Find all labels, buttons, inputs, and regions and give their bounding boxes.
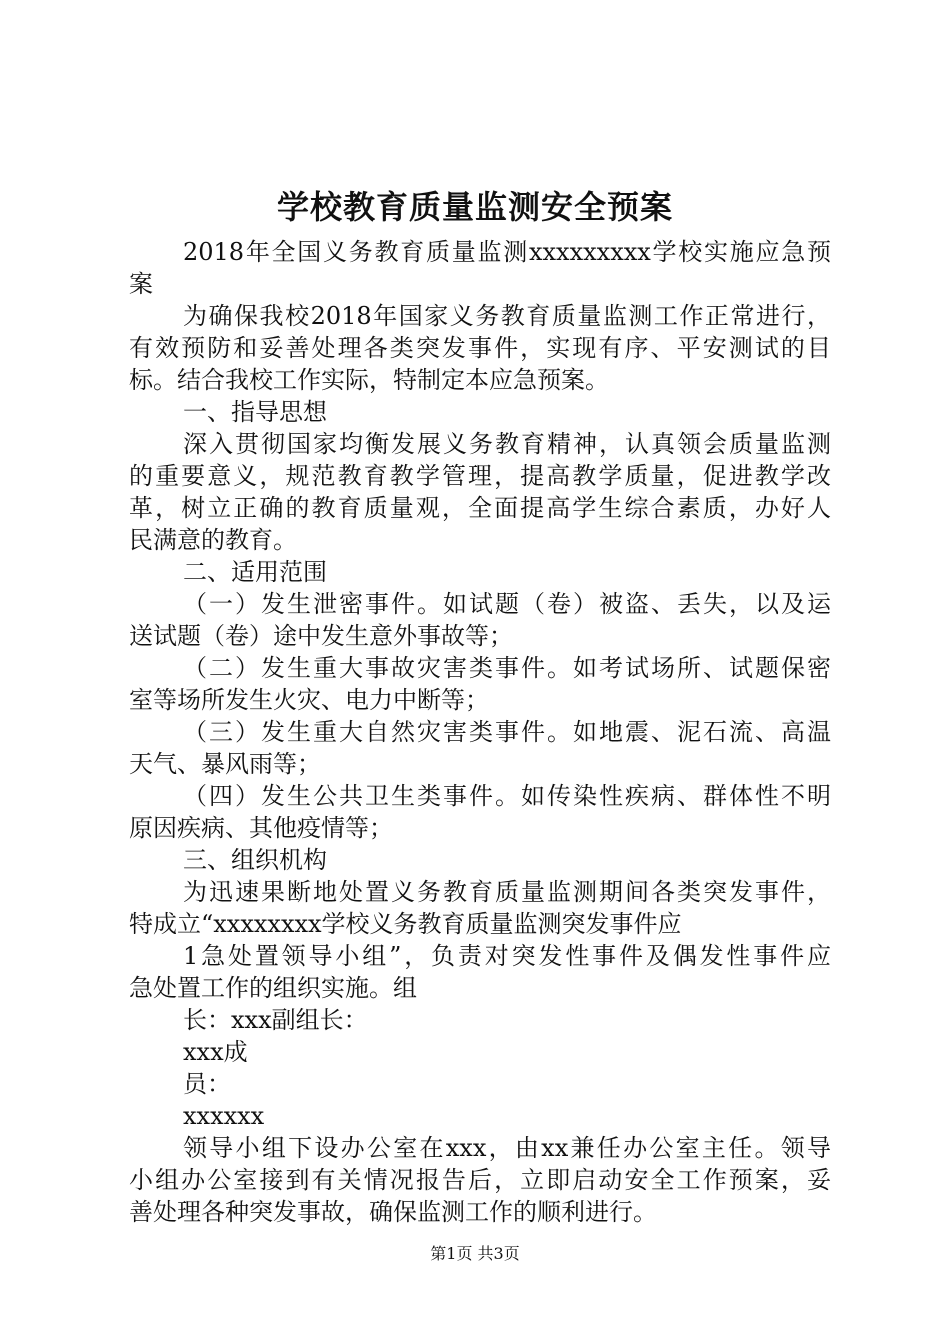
text-line: 二、适用范围 (183, 558, 327, 586)
text-line: 送试题（卷）途中发生意外事故等； (129, 622, 513, 650)
text-line: （一）发生泄密事件。如试题（卷）被盗、丢失，以及运 (183, 590, 831, 618)
text-line: 深入贯彻国家均衡发展义务教育精神，认真领会质量监测 (183, 430, 831, 458)
text-line: 有效预防和妥善处理各类突发事件，实现有序、平安测试的目 (129, 334, 831, 362)
text-line: 天气、暴风雨等； (129, 750, 321, 778)
text-line: 1急处置领导小组”，负责对突发性事件及偶发性事件应 (183, 942, 831, 970)
text-line: 员： (183, 1070, 231, 1098)
text-line: 三、组织机构 (183, 846, 327, 874)
text-line: 急处置工作的组织实施。组 (129, 974, 417, 1002)
text-line: xxxxxx (183, 1102, 265, 1130)
text-line: 标。结合我校工作实际，特制定本应急预案。 (129, 366, 609, 394)
text-line: xxx成 (183, 1038, 248, 1066)
text-line: 的重要意义，规范教育教学管理，提高教学质量，促进教学改 (129, 462, 831, 490)
text-line: （三）发生重大自然灾害类事件。如地震、泥石流、高温 (183, 718, 831, 746)
text-line: 室等场所发生火灾、电力中断等； (129, 686, 489, 714)
text-line: 一、指导思想 (183, 398, 327, 426)
page-footer: 第1页 共3页 (430, 1244, 520, 1263)
text-line: 民满意的教育。 (129, 526, 297, 554)
text-line: 小组办公室接到有关情况报告后，立即启动安全工作预案，妥 (129, 1166, 831, 1194)
text-line: 案 (129, 270, 153, 298)
text-line: 革，树立正确的教育质量观，全面提高学生综合素质，办好人 (129, 494, 831, 522)
text-line: 原因疾病、其他疫情等； (129, 814, 393, 842)
text-line: （二）发生重大事故灾害类事件。如考试场所、试题保密 (183, 654, 831, 682)
text-line: 长：xxx副组长： (183, 1006, 368, 1034)
text-line: （四）发生公共卫生类事件。如传染性疾病、群体性不明 (183, 782, 831, 810)
text-line: 领导小组下设办公室在xxx，由xx兼任办公室主任。领导 (183, 1134, 831, 1162)
text-line: 特成立“xxxxxxxx学校义务教育质量监测突发事件应 (129, 910, 682, 938)
text-line: 为迅速果断地处置义务教育质量监测期间各类突发事件， (183, 878, 831, 906)
text-line: 2018年全国义务教育质量监测xxxxxxxxx学校实施应急预 (183, 238, 831, 266)
document-body (129, 236, 831, 1228)
text-line: 善处理各种突发事故，确保监测工作的顺利进行。 (129, 1198, 657, 1226)
document-title: 学校教育质量监测安全预案 (276, 188, 673, 226)
text-line: 为确保我校2018年国家义务教育质量监测工作正常进行， (183, 302, 831, 330)
